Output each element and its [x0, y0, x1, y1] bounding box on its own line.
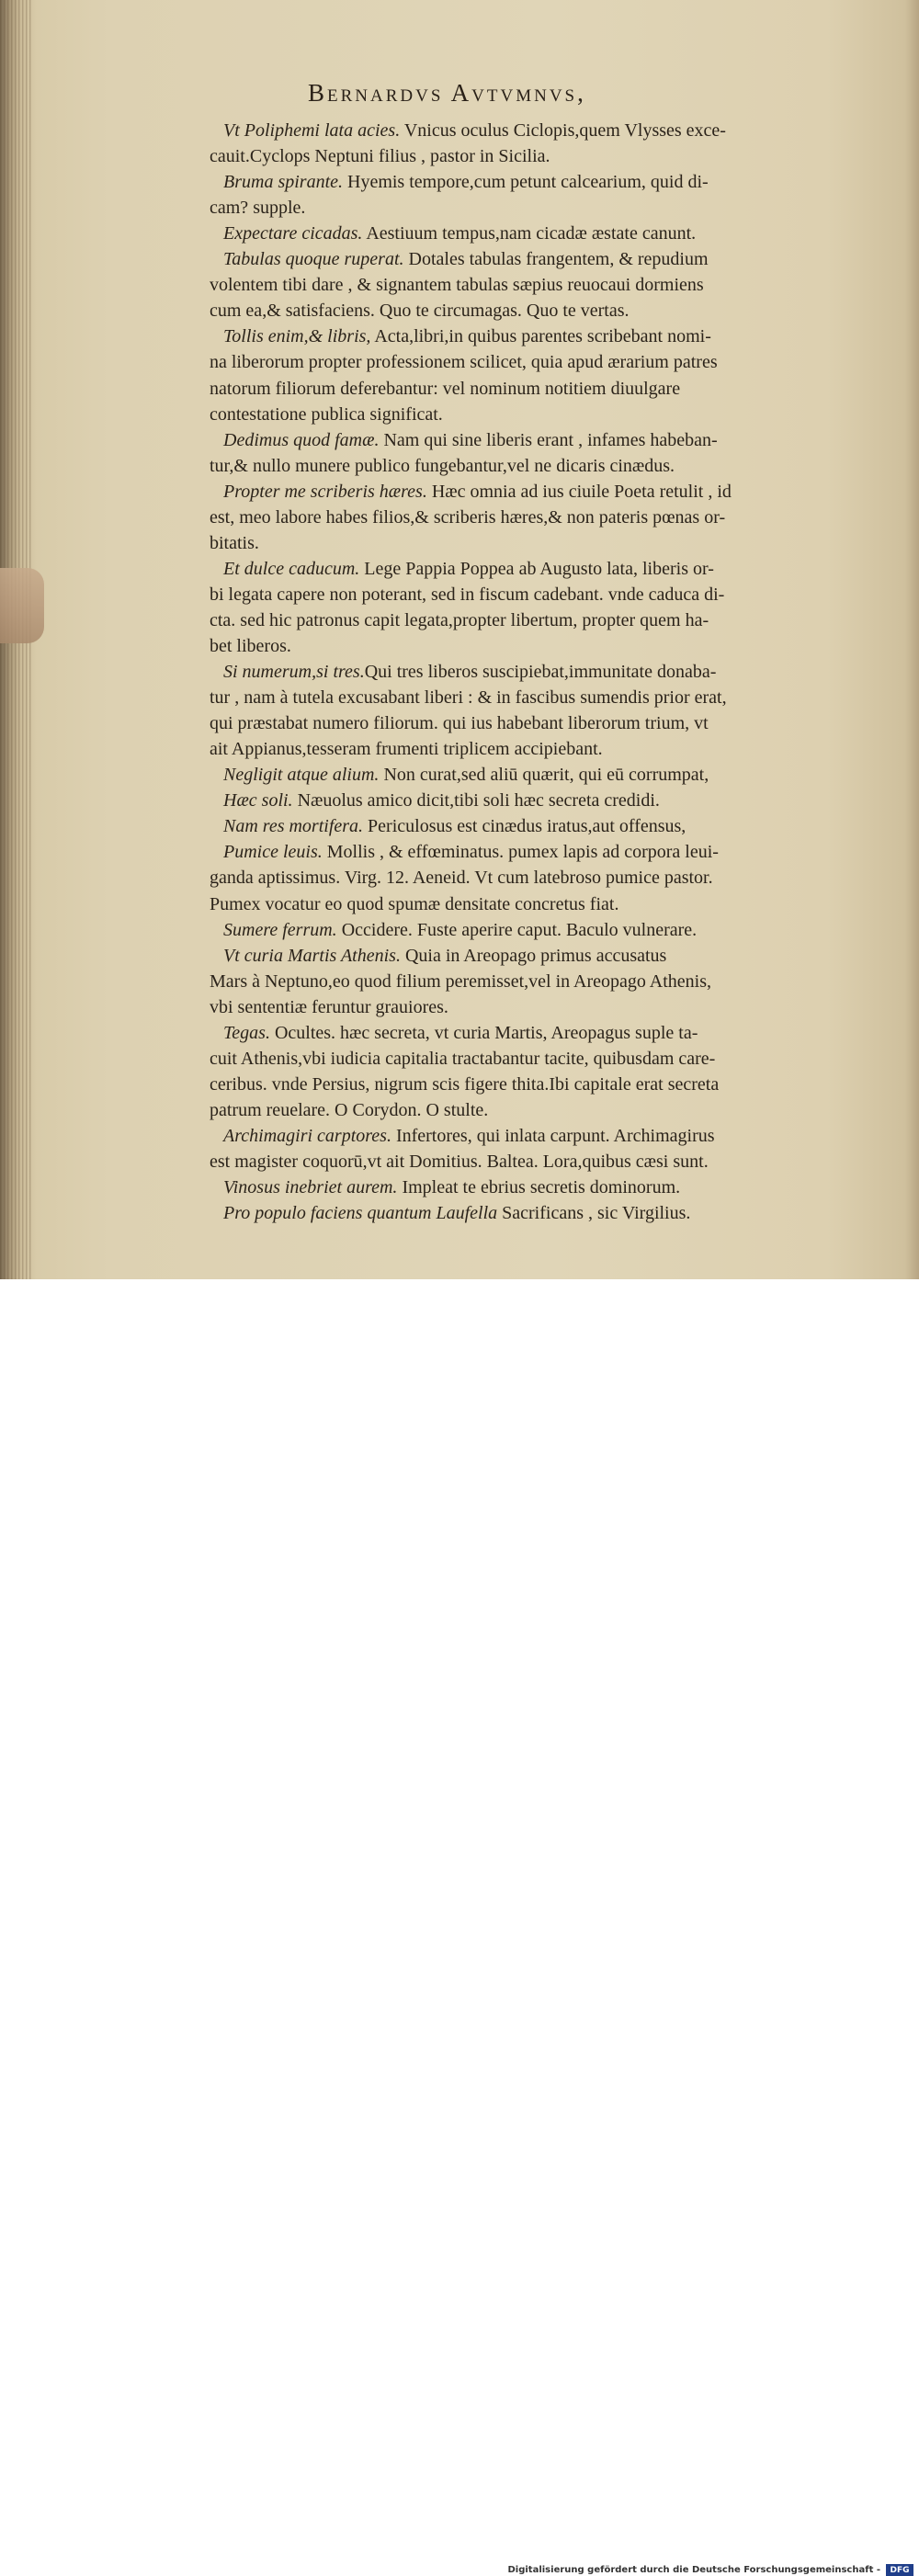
text-line — [223, 919, 697, 941]
text-line — [223, 1125, 715, 1147]
lemma: Vt curia Martis Athenis. — [223, 945, 401, 966]
gloss: qui præstabat numero filiorum. qui ius habebant liberorum trium, vt — [210, 713, 709, 734]
text-line — [223, 429, 718, 451]
gloss: Acta,libri,in quibus parentes scribebant nomi- — [370, 326, 711, 347]
lemma: Tollis enim,& libris, — [223, 326, 371, 347]
text-line — [210, 300, 630, 322]
text-line — [210, 1151, 709, 1173]
gloss: Hyemis tempore,cum petunt calcearium, quid di- — [343, 172, 709, 193]
lemma: Si numerum,si tres. — [223, 662, 365, 683]
gloss: ait Appianus,tesseram frumenti triplicem accipiebant. — [210, 739, 603, 760]
gloss: na liberorum propter professionem scilicet, quia apud ærarium patres — [210, 352, 718, 373]
gloss: Næuolus amico dicit,tibi soli hæc secreta credidi. — [292, 790, 660, 811]
running-head: Bernardvs Avtvmnvs, — [308, 79, 586, 107]
text-line — [210, 145, 550, 167]
lemma: Tegas. — [223, 1022, 270, 1043]
lemma: Archimagiri carptores. — [223, 1125, 391, 1146]
gloss: Sacrificans , sic Virgilius. — [497, 1203, 691, 1224]
gloss: Non curat,sed aliū quærit, qui eū corrumpat, — [379, 765, 709, 786]
lemma: Nam res mortifera. — [223, 816, 364, 837]
text-line — [223, 764, 709, 786]
gloss: Quia in Areopago primus accusatus — [400, 945, 667, 966]
text-line — [223, 815, 686, 837]
text-line — [223, 325, 711, 347]
text-line — [223, 119, 726, 142]
gloss: cta. sed hic patronus capit legata,propter libertum, propter quem ha- — [210, 609, 709, 630]
gloss: volentem tibi dare , & signantem tabulas sæpius reuocaui dormiens — [210, 275, 704, 296]
text-line — [223, 222, 696, 244]
gloss: Occidere. Fuste aperire caput. Baculo vulnerare. — [336, 919, 698, 940]
gloss: Nam qui sine liberis erant , infames habeban- — [379, 429, 718, 450]
text-line — [210, 351, 718, 373]
text-line — [223, 1176, 680, 1198]
text-line — [210, 893, 618, 915]
text-line — [210, 274, 704, 296]
text-line — [210, 584, 724, 606]
lemma: Et dulce caducum. — [223, 558, 360, 579]
lemma: Pro populo faciens quantum Laufella — [223, 1203, 498, 1224]
text-line — [223, 558, 714, 580]
text-line — [223, 171, 709, 193]
lemma: Sumere ferrum. — [223, 919, 337, 940]
gloss: Periculosus est cinædus iratus,aut offensus, — [363, 816, 686, 837]
text-line — [223, 481, 732, 503]
text-line — [210, 197, 305, 219]
text-line — [210, 635, 291, 657]
text-line — [210, 970, 711, 993]
gloss: bi legata capere non poterant, sed in fiscum cadebant. vnde caduca di- — [210, 584, 725, 605]
gloss: est, meo labore habes filios,& scriberis hæres,& non pateris pœnas or- — [210, 506, 726, 528]
text-line — [210, 455, 675, 477]
scanned-page — [0, 0, 919, 1279]
lemma: Vt Poliphemi lata acies. — [223, 120, 401, 141]
text-line — [210, 506, 725, 528]
gloss: ceribus. vnde Persius, nigrum scis figere thita.Ibi capitale erat secreta — [210, 1073, 720, 1095]
text-line — [223, 789, 660, 811]
gloss: cauit.Cyclops Neptuni filius , pastor in Sicilia. — [210, 146, 550, 167]
text-line — [223, 248, 709, 270]
text-line — [210, 1073, 719, 1095]
gloss: Vnicus oculus Ciclopis,quem Vlysses exce- — [400, 120, 726, 141]
gloss: Mars à Neptuno,eo quod filium peremisset,vel in Areopago Athenis, — [210, 970, 712, 992]
text-line — [223, 661, 716, 683]
text-line — [210, 403, 443, 426]
lemma: Tabulas quoque ruperat. — [223, 249, 404, 270]
gloss: Hæc omnia ad ius ciuile Poeta retulit , id — [426, 481, 732, 502]
gloss: tur,& nullo munere publico fungebantur,vel ne dicaris cinædus. — [210, 455, 675, 476]
text-line — [223, 945, 666, 967]
gloss: vbi sententiæ feruntur grauiores. — [210, 996, 448, 1017]
text-line — [210, 532, 259, 554]
gloss: Dotales tabulas frangentem, & repudium — [403, 249, 709, 270]
gloss: patrum reuelare. O Corydon. O stulte. — [210, 1099, 489, 1120]
gloss: Impleat te ebrius secretis dominorum. — [397, 1177, 681, 1198]
text-line — [210, 738, 603, 760]
text-line — [210, 609, 709, 631]
gloss: ganda aptissimus. Virg. 12. Aeneid. Vt cum latebroso pumice pastor. — [210, 868, 713, 889]
text-line — [210, 1099, 488, 1121]
gloss: bitatis. — [210, 532, 259, 553]
gloss: contestatione publica significat. — [210, 403, 443, 425]
gloss: Lege Pappia Poppea ab Augusto lata, liberis or- — [359, 558, 714, 579]
footer-bar — [0, 1279, 919, 2575]
text-line — [210, 867, 713, 889]
gloss: Infertores, qui inlata carpunt. Archimagirus — [391, 1125, 715, 1146]
gloss: Mollis , & effœminatus. pumex lapis ad corpora leui- — [322, 842, 719, 863]
lemma: Bruma spirante. — [223, 172, 343, 193]
lemma: Propter me scriberis hæres. — [223, 481, 427, 502]
lemma: Dedimus quod famæ. — [223, 429, 380, 450]
lemma: Hæc soli. — [223, 790, 293, 811]
gloss: Qui tres liberos suscipiebat,immunitate donaba- — [364, 662, 717, 683]
gloss: bet liberos. — [210, 636, 291, 656]
text-line — [223, 1022, 698, 1044]
gloss: cam? supple. — [210, 198, 306, 219]
text-line — [223, 841, 719, 863]
text-line — [210, 996, 448, 1018]
gloss: natorum filiorum deferebantur: vel nominum notitiem diuulgare — [210, 378, 681, 399]
lemma: Expectare cicadas. — [223, 223, 363, 244]
gloss: Pumex vocatur eo quod spumæ densitate concretus fiat. — [210, 893, 619, 914]
gloss: est magister coquorū,vt ait Domitius. Baltea. Lora,quibus cæsi sunt. — [210, 1152, 709, 1172]
lemma: Vinosus inebriet aurem. — [223, 1177, 398, 1198]
gloss: Ocultes. hæc secreta, vt curia Martis, Areopagus suple ta- — [269, 1022, 698, 1043]
gloss: cuit Athenis,vbi iudicia capitalia tractabantur tacite, quibusdam care- — [210, 1048, 716, 1069]
gloss: tur , nam à tutela excusabant liberi : & in fascibus sumendis prior erat, — [210, 687, 727, 709]
footer-credit: Digitalisierung gefördert durch die Deutsche Forschungsgemeinschaft - — [507, 2565, 880, 2575]
dfg-logo: DFG — [886, 2564, 913, 2576]
text-line — [210, 687, 727, 709]
gloss: cum ea,& satisfaciens. Quo te circumagas. Quo te vertas. — [210, 301, 630, 322]
gloss: Aestiuum tempus,nam cicadæ æstate canunt. — [362, 223, 697, 244]
lemma: Pumice leuis. — [223, 842, 323, 863]
text-line — [210, 1048, 715, 1070]
text-line — [210, 378, 680, 400]
book-clasp — [0, 568, 44, 643]
text-line — [223, 1202, 690, 1224]
lemma: Negligit atque alium. — [223, 765, 380, 786]
text-line — [210, 712, 709, 734]
